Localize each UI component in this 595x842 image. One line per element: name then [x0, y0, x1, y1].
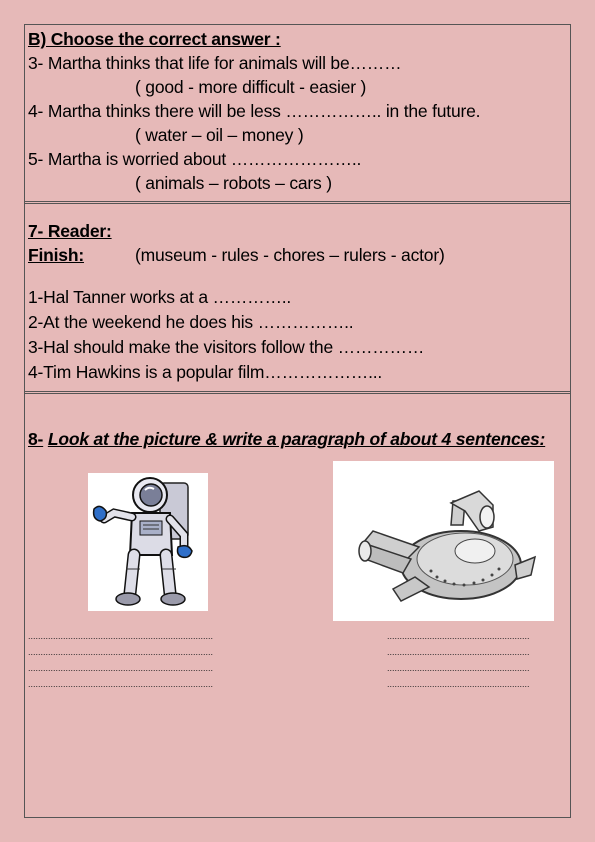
writing-line[interactable]: ..........................................................................: [28, 631, 214, 641]
question-3-options: ( good - more difficult - easier ): [135, 77, 367, 97]
writing-line[interactable]: .........................................................: [387, 679, 530, 689]
section-8-instruction: Look at the picture & write a paragraph of about 4 sentences:: [47, 429, 546, 449]
word-bank: (museum - rules - chores – rulers - actor): [135, 245, 445, 265]
section-divider: [24, 391, 571, 394]
question-5-options: ( animals – robots – cars ): [135, 173, 332, 193]
section-8-number: 8-: [28, 429, 44, 449]
section-8-title: [28, 429, 545, 450]
question-4-options: ( water – oil – money ): [135, 125, 304, 145]
astronaut-image: [88, 473, 208, 611]
question-3: 3- Martha thinks that life for animals will be………: [28, 53, 402, 73]
writing-line[interactable]: ..........................................................................: [28, 663, 214, 673]
question-4: 4- Martha thinks there will be less …………….. in the future.: [28, 101, 481, 121]
writing-line[interactable]: .........................................................: [387, 647, 530, 657]
reader-item-1: 1-Hal Tanner works at a …………..: [28, 287, 292, 307]
reader-item-4: 4-Tim Hawkins is a popular film………………...: [28, 362, 383, 382]
writing-line[interactable]: .........................................................: [387, 631, 530, 641]
spaceship-image: [333, 461, 554, 621]
finish-label: Finish:: [28, 245, 84, 265]
section-b-heading: B) Choose the correct answer :: [28, 29, 281, 49]
question-5: 5- Martha is worried about …………………..: [28, 149, 362, 169]
writing-line[interactable]: .........................................................: [387, 663, 530, 673]
reader-item-2: 2-At the weekend he does his ……………..: [28, 312, 354, 332]
writing-line[interactable]: ..........................................................................: [28, 679, 214, 689]
writing-line[interactable]: ..........................................................................: [28, 647, 214, 657]
section-divider: [24, 201, 571, 204]
section-7-heading: 7- Reader:: [28, 221, 112, 241]
reader-item-3: 3-Hal should make the visitors follow the ……………: [28, 337, 425, 357]
